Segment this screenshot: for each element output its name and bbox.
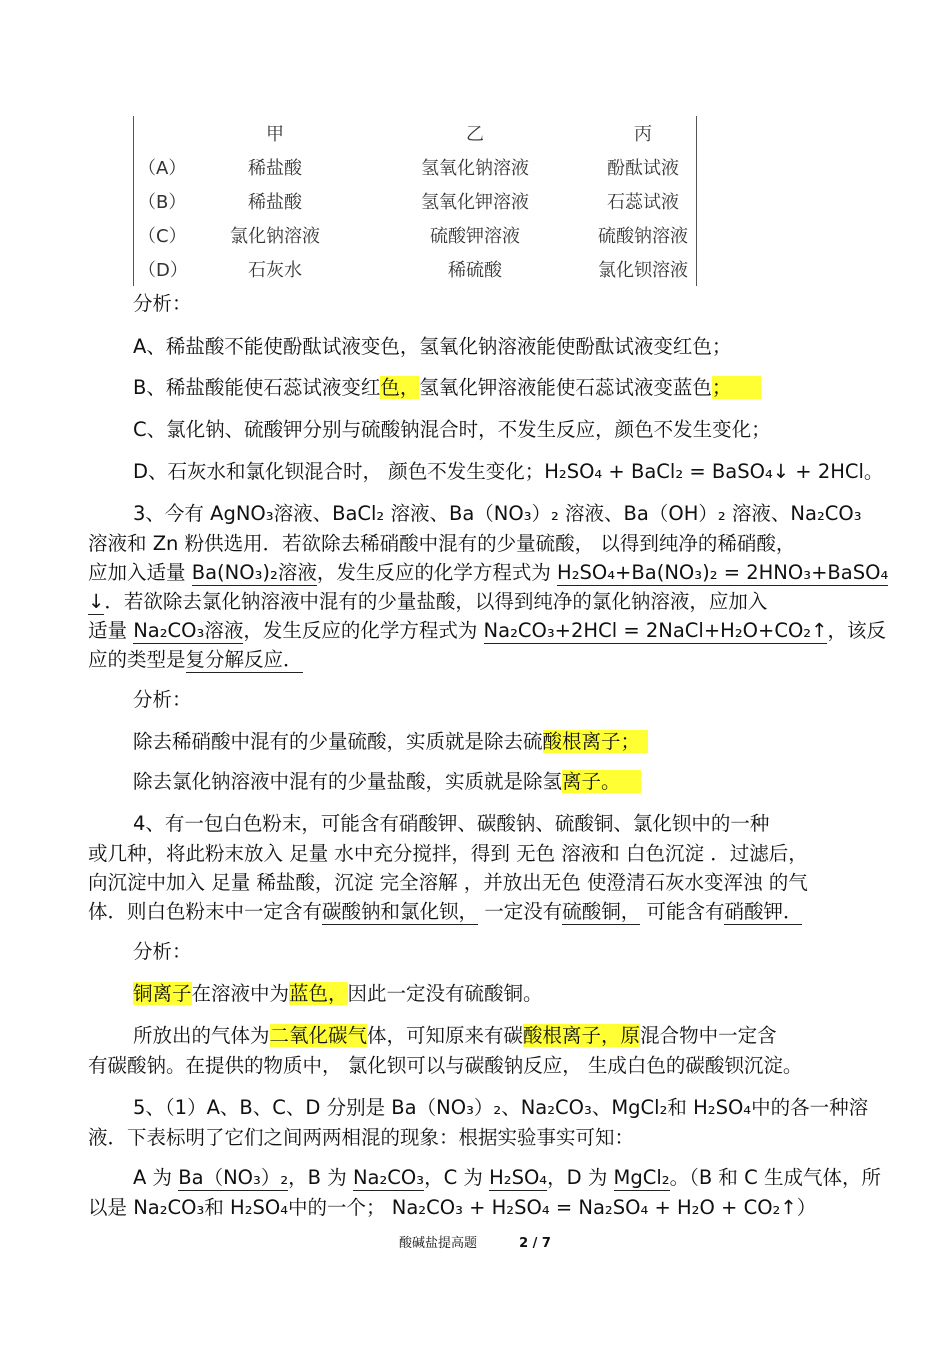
question-4-line-3: 向沉淀中加入 足量 稀盐酸，沉淀 完全溶解 ，并放出无色 使澄清石灰水变浑浊 的气 xyxy=(88,871,808,894)
table-header-cell xyxy=(134,116,191,150)
table-cell: （D） xyxy=(134,252,191,286)
analysis-label: 分析： xyxy=(133,292,192,315)
text-span: 在溶液中为 xyxy=(191,982,290,1005)
text-span: 除去稀硝酸中混有的少量硫酸，实质就是除去硫 xyxy=(133,730,543,753)
table-cell: 硫酸钾溶液 xyxy=(430,226,520,247)
question-4-line-1: 4、有一包白色粉末，可能含有硝酸钾、碳酸钠、硫酸铜、氯化钡中的一种 xyxy=(133,812,770,835)
answer-blank: ↓ xyxy=(88,590,105,613)
table-row xyxy=(134,218,697,252)
table-row xyxy=(134,184,697,218)
highlight-span: ； xyxy=(712,376,762,399)
options-table xyxy=(133,116,697,286)
text-span: ．若欲除去氯化钠溶液中混有的少量盐酸，以得到纯净的氯化钠溶液，应加入 xyxy=(104,590,768,613)
table-cell: 氯化钡溶液 xyxy=(590,252,697,286)
text-span: ，发生反应的化学方程式为 xyxy=(316,561,558,584)
table-cell: 硫酸钠溶液 xyxy=(590,218,697,252)
answer-blank: 碳酸钠和氯化钡， xyxy=(322,900,479,923)
highlight-span: 二氧化碳气 xyxy=(269,1024,368,1047)
answer-blank: H₂SO₄+Ba(NO₃)₂ = 2HNO₃+BaSO₄ xyxy=(557,561,889,584)
highlight-span: 铜离子 xyxy=(133,982,192,1005)
question-5-line-1: 5、（1）A、B、C、D 分别是 Ba（NO₃）₂、Na₂CO₃、MgCl₂和 H₂SO₄中的各一种溶 xyxy=(133,1096,869,1119)
table-row xyxy=(134,150,697,184)
text-span: 所放出的气体为 xyxy=(133,1024,270,1047)
question-3-line-6 xyxy=(88,648,303,672)
answer-blank: Na₂CO₃溶液 xyxy=(133,619,244,642)
analysis-line-c: C、氯化钠、硫酸钾分别与硫酸钠混合时，不发生反应，颜色不发生变化； xyxy=(133,418,771,441)
answer-blank: Ba(NO₃)₂溶液 xyxy=(191,561,317,584)
text-span: 可能含有 xyxy=(640,900,725,923)
highlight-span: 离子。 xyxy=(562,770,641,793)
text-span: 混合物中一定含 xyxy=(640,1024,777,1047)
table-cell: 氯化钠溶液 xyxy=(230,226,320,247)
answer-blank: 硝酸钾． xyxy=(724,900,803,923)
answer-blank: H₂SO₄ xyxy=(489,1166,548,1189)
text-span: ，C 为 xyxy=(424,1166,490,1189)
question-5-line-2: 液．下表标明了它们之间两两相混的现象：根据实验事实可知： xyxy=(88,1126,635,1149)
table-cell: 氢氧化钾溶液 xyxy=(421,192,529,213)
table-row xyxy=(134,252,697,286)
highlight-span: 蓝色， xyxy=(289,982,348,1005)
table-header-cell: 乙 xyxy=(466,124,484,145)
table-cell: 稀盐酸 xyxy=(248,192,302,213)
analysis-line: 有碳酸钠。在提供的物质中， 氯化钡可以与碳酸钠反应， 生成白色的碳酸钡沉淀。 xyxy=(88,1054,803,1077)
highlight-span: 色， xyxy=(380,376,420,399)
analysis-line xyxy=(133,982,543,1006)
highlight-span: 酸根离子，原 xyxy=(523,1024,641,1047)
analysis-label: 分析： xyxy=(133,688,192,711)
text-span: 。（B 和 C 生成气体，所 xyxy=(669,1166,881,1189)
table-cell: （C） xyxy=(134,218,191,252)
table-cell: （B） xyxy=(134,184,191,218)
answer-blank: Ba（NO₃）₂ xyxy=(178,1166,289,1189)
table-header-row xyxy=(134,116,697,150)
analysis-line xyxy=(133,1024,777,1048)
answer-blank: 复分解反应． xyxy=(185,648,303,671)
table-cell: 稀盐酸 xyxy=(248,158,302,179)
text-span: ，B 为 xyxy=(288,1166,353,1189)
text-span: 一定没有 xyxy=(478,900,563,923)
analysis-line-d: D、石灰水和氯化钡混合时， 颜色不发生变化；H₂SO₄ + BaCl₂ = BaSO₄↓ + 2HCl。 xyxy=(133,460,884,483)
question-3-line-2: 溶液和 Zn 粉供选用．若欲除去稀硝酸中混有的少量硫酸， 以得到纯净的稀硝酸， xyxy=(88,532,796,555)
analysis-line xyxy=(133,770,641,794)
text-span: 应加入适量 xyxy=(88,561,192,584)
answer-blank: Na₂CO₃+2HCl = 2NaCl+H₂O+CO₂↑ xyxy=(483,619,828,642)
question-3-line-5 xyxy=(88,619,886,643)
analysis-line-b xyxy=(133,376,761,400)
footer-title: 酸碱盐提高题 xyxy=(399,1236,478,1251)
analysis-label: 分析： xyxy=(133,940,192,963)
analysis-line xyxy=(133,730,648,754)
table-cell: 氢氧化钠溶液 xyxy=(421,158,529,179)
text-span: A 为 xyxy=(133,1166,179,1189)
text-span: 应的类型是 xyxy=(88,648,186,671)
answer-blank: Na₂CO₃ xyxy=(352,1166,425,1189)
text-span: ，该反 xyxy=(827,619,886,642)
answer-blank: 硫酸铜， xyxy=(562,900,641,923)
text-span: 除去氯化钠溶液中混有的少量盐酸，实质就是除氢 xyxy=(133,770,563,793)
highlight-span: 酸根离子； xyxy=(543,730,649,753)
text-span: 因此一定没有硫酸铜。 xyxy=(347,982,543,1005)
question-5-line-3 xyxy=(133,1166,881,1190)
answer-blank: MgCl₂ xyxy=(613,1166,670,1189)
text-span: B、稀盐酸能使石蕊试液变红 xyxy=(133,376,381,399)
table-header-cell: 丙 xyxy=(590,116,697,150)
question-3-line-3 xyxy=(88,561,888,585)
question-4-line-4 xyxy=(88,900,802,924)
table-cell: （A） xyxy=(134,150,191,184)
table-cell: 石蕊试液 xyxy=(590,184,697,218)
table-cell: 稀硫酸 xyxy=(448,260,502,281)
question-3-line-4 xyxy=(88,590,767,614)
text-span: 体．则白色粉末中一定含有 xyxy=(88,900,323,923)
table-cell: 石灰水 xyxy=(248,260,302,281)
table-header-cell: 甲 xyxy=(266,124,284,145)
table-cell: 酚酞试液 xyxy=(590,150,697,184)
question-4-line-2: 或几种，将此粉末放入 足量 水中充分搅拌，得到 无色 溶液和 白色沉淀 ．过滤后， xyxy=(88,842,808,865)
question-3-line-1: 3、今有 AgNO₃溶液、BaCl₂ 溶液、Ba（NO₃）₂ 溶液、Ba（OH）₂ 溶液、Na₂CO₃ xyxy=(133,502,862,525)
text-span: 体，可知原来有碳 xyxy=(367,1024,524,1047)
page-footer xyxy=(0,1232,950,1251)
text-span: ，发生反应的化学方程式为 xyxy=(243,619,484,642)
text-span: ，D 为 xyxy=(547,1166,614,1189)
question-5-line-4: 以是 Na₂CO₃和 H₂SO₄中的一个； Na₂CO₃ + H₂SO₄ = Na₂SO₄ + H₂O + CO₂↑） xyxy=(88,1196,817,1219)
analysis-line-a: A、稀盐酸不能使酚酞试液变色，氢氧化钠溶液能使酚酞试液变红色； xyxy=(133,335,732,358)
text-span: 适量 xyxy=(88,619,134,642)
text-span: 氢氧化钾溶液能使石蕊试液变蓝色 xyxy=(419,376,712,399)
page-number: 2 / 7 xyxy=(519,1236,551,1251)
